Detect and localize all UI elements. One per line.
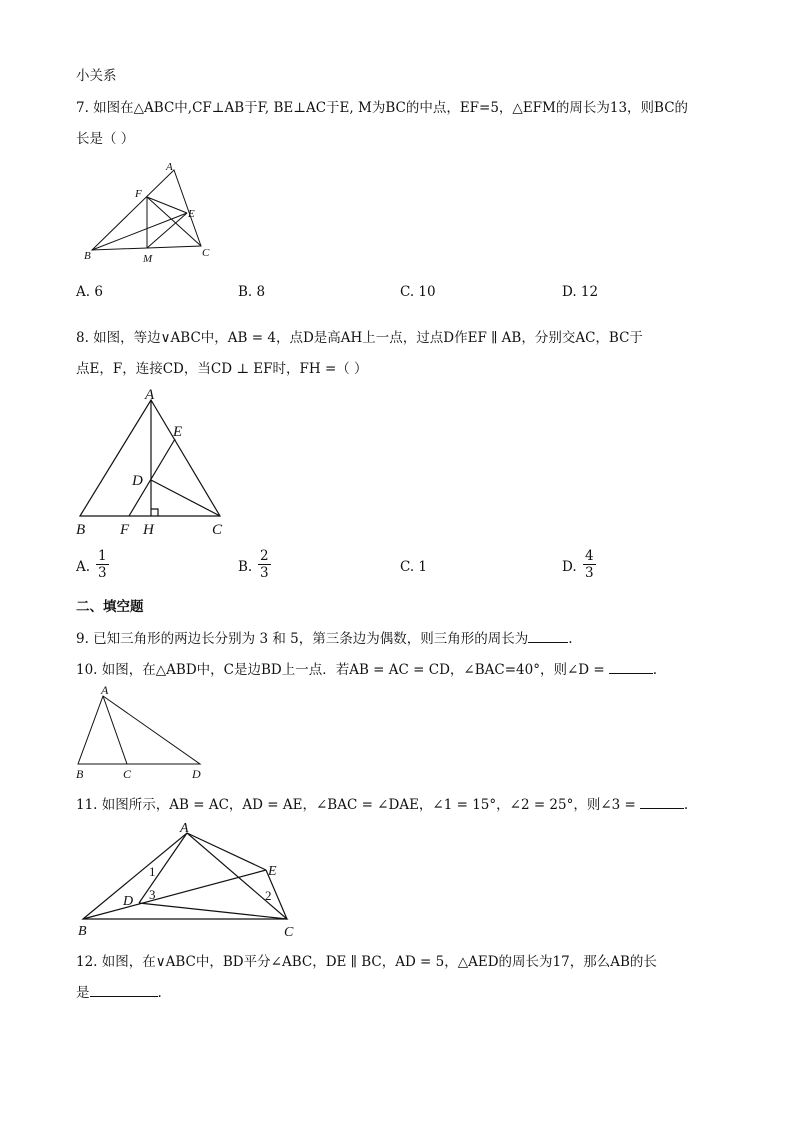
q8-option-a-fraction bbox=[96, 548, 109, 582]
q8-option-d-denominator: 3 bbox=[585, 565, 594, 581]
q8-option-b-numerator: 2 bbox=[260, 548, 269, 564]
q8-option-b-denominator: 3 bbox=[260, 565, 269, 581]
q9-end: . bbox=[568, 631, 573, 647]
q10-label-b: B bbox=[76, 767, 84, 781]
q8-label-a: A bbox=[145, 387, 155, 403]
q12-text-line2: 是 bbox=[76, 985, 90, 1001]
q10-label-c: C bbox=[123, 767, 132, 781]
q12-line2 bbox=[76, 981, 162, 1001]
q10-answer-blank[interactable] bbox=[609, 673, 653, 674]
q10-label-a: A bbox=[101, 683, 109, 697]
q8-option-d-numerator: 4 bbox=[585, 548, 594, 564]
q8-label-c: C bbox=[212, 522, 223, 538]
q8-option-a-numerator: 1 bbox=[98, 548, 107, 564]
q11-angle-1: 1 bbox=[149, 864, 156, 879]
q11-label-b: B bbox=[78, 924, 87, 939]
q11-label-c: C bbox=[284, 925, 294, 940]
q9-text: 9. 已知三角形的两边长分别为 3 和 5，第三条边为偶数，则三角形的周长为 bbox=[76, 631, 529, 647]
q11-end: . bbox=[683, 797, 689, 813]
q8-option-a-denominator: 3 bbox=[98, 565, 107, 581]
q8-text-line1: 8. 如图，等边∨ABC中，AB = 4，点D是高AH上一点，过点D作EF ∥ AB，分别交AC，BC于 bbox=[76, 330, 643, 346]
q7-option-c: C. 10 bbox=[400, 284, 436, 300]
q8-figure bbox=[72, 384, 242, 540]
q10-text: 10. 如图，在△ABD中，C是边BD上一点．若AB = AC = CD，∠BAC=40°，则∠D = bbox=[76, 662, 605, 678]
q11-text: 11. 如图所示，AB = AC，AD = AE，∠BAC = ∠DAE，∠1 = 15°，∠2 = 25°，则∠3 = bbox=[76, 797, 636, 813]
q11-answer-blank[interactable] bbox=[640, 808, 684, 809]
q8-option-b-prefix: B. bbox=[238, 559, 253, 575]
q8-label-b: B bbox=[76, 522, 86, 538]
q8-option-d-prefix: D. bbox=[562, 559, 577, 575]
q7-label-f: F bbox=[135, 188, 142, 200]
q11-angle-2: 2 bbox=[265, 888, 272, 903]
q11-line bbox=[76, 793, 688, 813]
q7-label-a: A bbox=[166, 161, 173, 173]
q12-end: . bbox=[157, 985, 162, 1001]
q7-option-b: B. 8 bbox=[238, 284, 266, 300]
top-text: 小关系 bbox=[76, 68, 117, 84]
q8-option-c: C. 1 bbox=[400, 559, 428, 575]
q10-end: . bbox=[652, 662, 657, 678]
q7-text-line2: 长是（ ） bbox=[76, 131, 135, 147]
q12-answer-blank[interactable] bbox=[90, 996, 158, 997]
q10-figure bbox=[72, 682, 212, 782]
q11-angle-3: 3 bbox=[149, 887, 156, 902]
q8-option-a-prefix: A. bbox=[76, 559, 91, 575]
q7-label-e: E bbox=[188, 208, 195, 220]
q8-label-d: D bbox=[132, 473, 143, 489]
q8-label-h: H bbox=[143, 522, 154, 538]
q7-option-a: A. 6 bbox=[76, 284, 103, 300]
q11-label-d: D bbox=[123, 894, 134, 909]
q7-option-d: D. 12 bbox=[562, 284, 599, 300]
q9-answer-blank[interactable] bbox=[528, 642, 568, 643]
q8-text-line2: 点E，F，连接CD，当CD ⊥ EF时，FH =（ ） bbox=[76, 361, 368, 377]
q8-option-b-fraction bbox=[258, 548, 271, 582]
q7-figure bbox=[80, 160, 220, 270]
q7-label-c: C bbox=[202, 247, 210, 259]
q10-line bbox=[76, 658, 657, 678]
q7-text-line1: 7. 如图在△ABC中,CF⊥AB于F, BE⊥AC于E, M为BC的中点，EF=5，△EFM的周长为13，则BC的 bbox=[76, 100, 689, 116]
section-heading-fill-blank: 二、填空题 bbox=[76, 599, 144, 615]
q11-label-a: A bbox=[180, 821, 189, 836]
q7-label-b: B bbox=[84, 250, 91, 262]
q11-label-e: E bbox=[268, 864, 277, 879]
q8-label-f: F bbox=[120, 522, 130, 538]
q8-option-d-fraction bbox=[583, 548, 596, 582]
q7-label-m: M bbox=[143, 253, 153, 265]
q12-text-line1: 12. 如图，在∨ABC中，BD平分∠ABC，DE ∥ BC，AD = 5，△AED的周长为17，那么AB的长 bbox=[76, 954, 657, 970]
q11-figure bbox=[76, 818, 300, 940]
q10-label-d: D bbox=[192, 767, 201, 781]
q8-label-e: E bbox=[173, 424, 183, 440]
q9-line bbox=[76, 627, 573, 647]
